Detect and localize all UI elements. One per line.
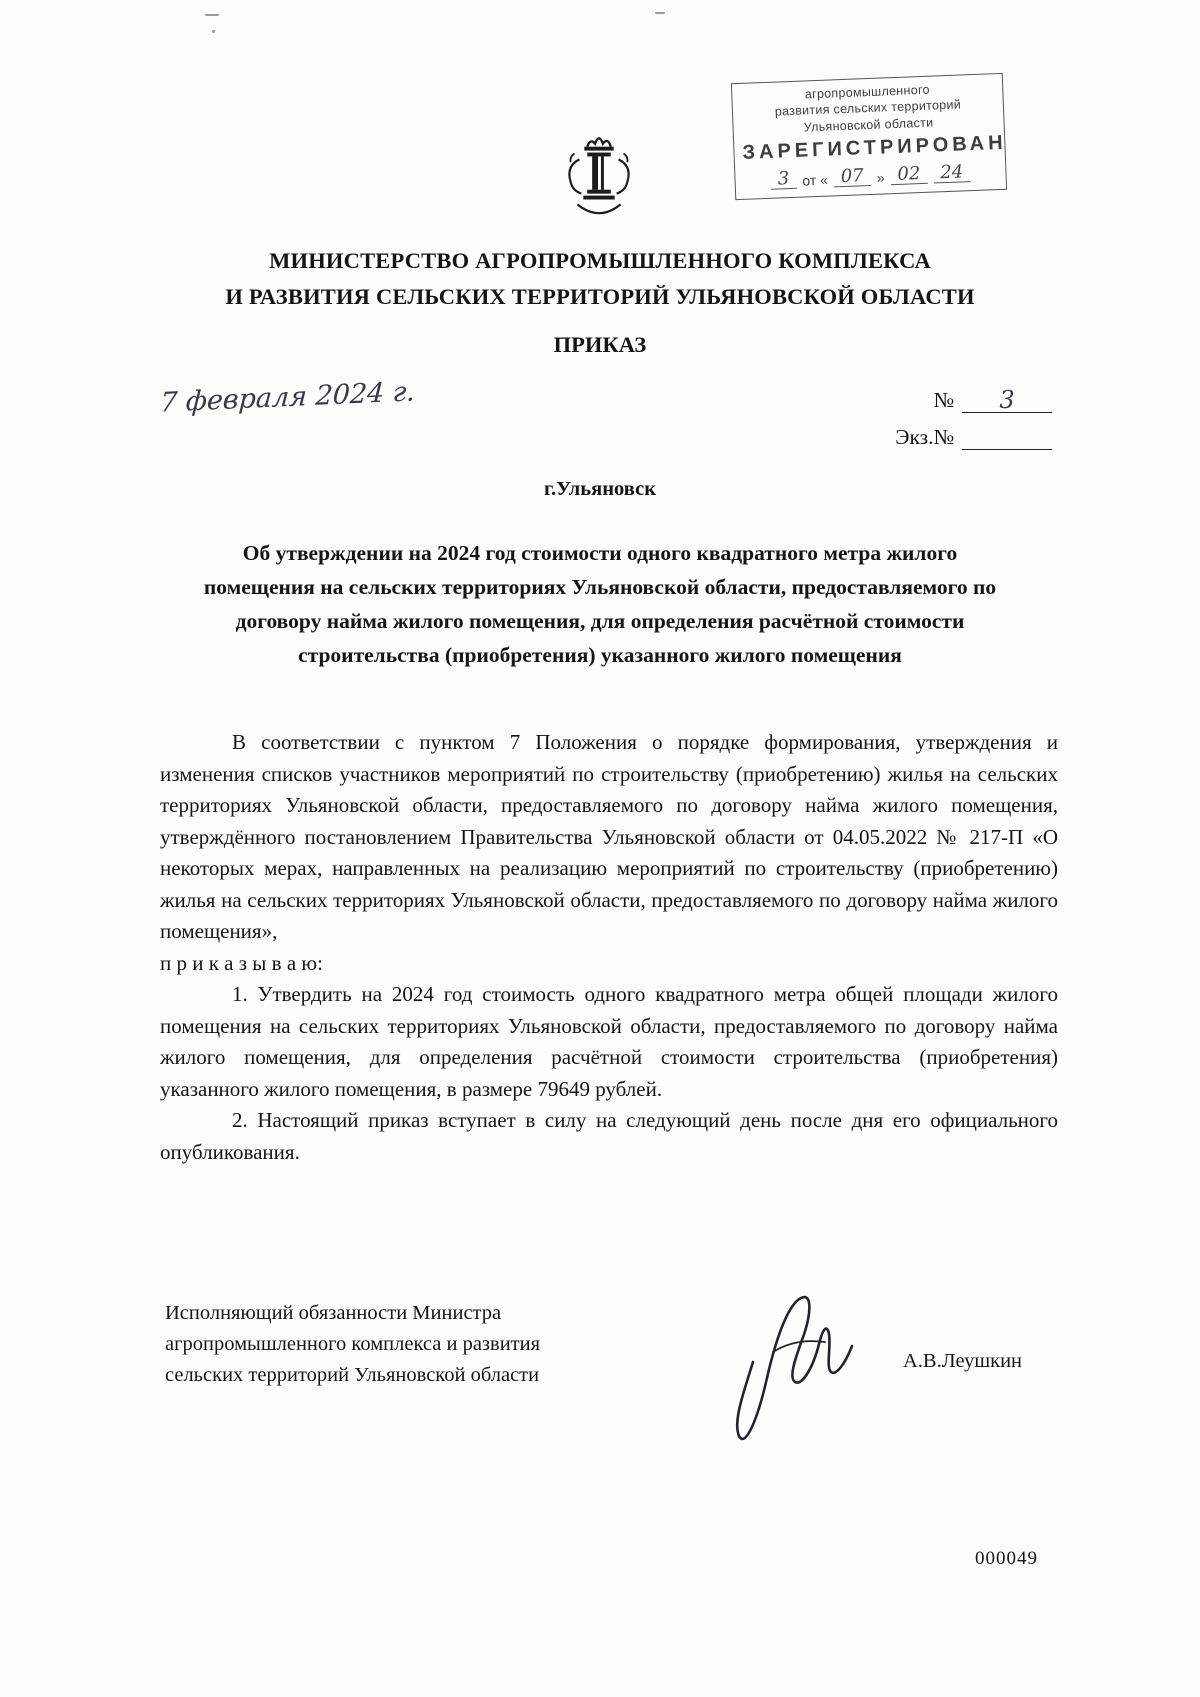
- stamp-registered-label: ЗАРЕГИСТРИРОВАН: [742, 131, 1007, 164]
- ministry-line-1: МИНИСТЕРСТВО АГРОПРОМЫШЛЕННОГО КОМПЛЕКСА: [269, 248, 931, 273]
- stamp-dept-line: Ульяновской области: [803, 115, 934, 134]
- document-body: [160, 727, 1058, 1168]
- copy-number-label: Экз.№: [895, 425, 954, 449]
- document-subject: Об утверждении на 2024 год стоимости одного квадратного метра жилого помещения на сельских территориях Ульяновской области, предоставляемого по договору найма жилого помещения, для определения расчётной стоимости строительства (приобретения) указанного жилого помещения: [203, 541, 997, 667]
- body-intro-paragraph: В соответствии с пунктом 7 Положения о порядке формирования, утверждения и изменения списков участников мероприятий по строительству (приобретению) жилья на сельских территориях Ульяновской области, предоставляемого по договору найма жилого помещения, утверждённого постановлением Правительства Ульяновской области от 04.05.2022 № 217-П «О некоторых мерах, направленных на реализацию мероприятий по строительству (приобретению) жилья на сельских территориях Ульяновской области, предоставляемого по договору найма жилого помещения»,: [160, 730, 1058, 943]
- stamp-day-value: 07: [833, 167, 871, 187]
- stamp-from-label: от «: [802, 171, 829, 189]
- document-number-value: 3: [962, 388, 1052, 413]
- body-prikaz-line: п р и к а з ы в а ю:: [160, 950, 323, 975]
- coat-of-arms-icon: [550, 132, 648, 222]
- copy-number-row: [895, 425, 1052, 450]
- stamp-month-value: 02: [890, 165, 928, 185]
- ministry-line-2: И РАЗВИТИЯ СЕЛЬСКИХ ТЕРРИТОРИЙ УЛЬЯНОВСКОЙ ОБЛАСТИ: [225, 284, 975, 309]
- document-number-row: [895, 388, 1052, 413]
- signer-position-line: сельских территорий Ульяновской области: [165, 1364, 540, 1387]
- city-label: г.Ульяновск: [543, 478, 657, 500]
- stamp-number-row: [743, 162, 998, 191]
- signer-position: [165, 1298, 675, 1391]
- copy-number-value: [962, 449, 1052, 450]
- document-type-title: ПРИКАЗ: [553, 332, 647, 357]
- signature-block: [165, 1298, 1145, 1498]
- signer-name: А.В.Леушкин: [903, 1350, 1023, 1372]
- scan-artifact: [655, 12, 665, 14]
- ministry-heading: [0, 243, 1200, 315]
- number-block: [895, 388, 1052, 462]
- stamp-dept-line: агропромышленного: [804, 82, 931, 102]
- scan-artifact: [205, 14, 219, 16]
- stamp-number-value: 3: [770, 170, 796, 190]
- registration-stamp: [731, 73, 1007, 200]
- page-number: 000049: [975, 1548, 1038, 1569]
- signer-position-line: агропромышленного комплекса и развития: [165, 1333, 541, 1356]
- body-item-2: 2. Настоящий приказ вступает в силу на следующий день после дня его официального опубликования.: [160, 1108, 1058, 1164]
- handwritten-date: 7 февраля 2024 г.: [159, 376, 416, 419]
- stamp-dept-line: развития сельских территорий: [774, 97, 962, 119]
- stamp-close-quote: »: [876, 169, 885, 186]
- handwritten-signature: [725, 1282, 875, 1457]
- body-item-1: 1. Утвердить на 2024 год стоимость одного квадратного метра общей площади жилого помещения на сельских территориях Ульяновской области, предоставляемого по договору найма жилого помещения, для определения расчётной стоимости строительства (приобретения) указанного жилого помещения, в размере 79649 рублей.: [160, 982, 1058, 1101]
- signer-position-line: Исполняющий обязанности Министра: [165, 1302, 502, 1324]
- stamp-year-value: 24: [933, 163, 971, 183]
- scan-artifact: [212, 30, 215, 33]
- number-label: №: [933, 388, 954, 412]
